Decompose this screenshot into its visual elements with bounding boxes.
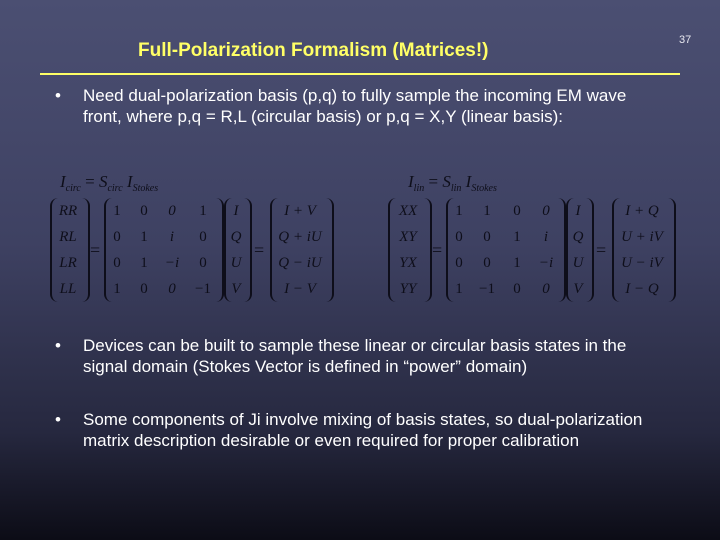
matrix-cell: 1 [513, 255, 521, 271]
bullet-text: Need dual-polarization basis (p,q) to fully sample the incoming EM wave front, where p,q = R,L (circular basis) or p,q = X,Y (linear basis): [83, 86, 627, 126]
matrix-cell: 1 [513, 229, 521, 245]
pol-vector-cell: XY [399, 229, 417, 245]
matrix-cell: 1 [113, 203, 121, 219]
matrix-cell: 0 [513, 203, 521, 219]
stokes-cell: I [575, 203, 581, 219]
matrix-cell: 0 [542, 281, 550, 297]
pol-vector-cell: XX [398, 203, 418, 219]
eq-sign: = [432, 240, 443, 260]
matrix-cell: 0 [168, 281, 176, 297]
slide-number: 37 [679, 34, 692, 46]
pol-vector-cell: YY [399, 281, 417, 297]
title-rule [40, 73, 680, 75]
equation-label: $I_{lin} = S_{lin}$ $I_{Stokes}$ [408, 172, 497, 194]
matrix-cell: 0 [455, 255, 463, 271]
matrix-cell: −1 [195, 281, 211, 297]
bullet-text: Devices can be built to sample these linear or circular basis states in the signal domain (Stokes Vector is defined in “power” domain) [83, 336, 627, 376]
matrix-cell: 0 [199, 229, 207, 245]
bullet-marker: • [55, 410, 61, 429]
result-cell: U − iV [621, 255, 663, 271]
matrix-cell: 0 [199, 255, 207, 271]
matrix-cell: 0 [542, 203, 550, 219]
matrix-cell: 0 [513, 281, 521, 297]
matrix-cell: 0 [140, 203, 148, 219]
result-cell: Q + iU [278, 229, 322, 245]
matrix-cell: −i [164, 255, 180, 271]
eq-sign: = [254, 240, 265, 260]
stokes-cell: I [233, 203, 239, 219]
stokes-cell: Q [230, 229, 242, 245]
matrix-cell: 1 [199, 203, 207, 219]
stokes-cell: U [230, 255, 242, 271]
stokes-cell: V [231, 281, 241, 297]
matrix-cell: 0 [455, 229, 463, 245]
eq-sign: = [90, 240, 101, 260]
matrix-cell: −1 [479, 281, 495, 297]
matrix-cell: 0 [113, 229, 121, 245]
stokes-cell: V [573, 281, 583, 297]
matrix-cell: 0 [483, 255, 491, 271]
matrix-cell: i [169, 229, 175, 245]
matrix-cell: 1 [483, 203, 491, 219]
bullet-marker: • [55, 86, 61, 105]
pol-vector-cell: YX [399, 255, 417, 271]
pol-vector-cell: LR [59, 255, 77, 271]
result-cell: I + Q [625, 203, 659, 219]
pol-vector-cell: LL [59, 281, 77, 297]
bullet-marker: • [55, 336, 61, 355]
result-cell: I − Q [625, 281, 659, 297]
matrix-cell: 0 [483, 229, 491, 245]
stokes-cell: Q [572, 229, 584, 245]
result-cell: I − V [284, 281, 316, 297]
matrix-cell: 1 [455, 203, 463, 219]
matrix-cell: 1 [113, 281, 121, 297]
matrix-cell: 1 [140, 255, 148, 271]
matrix-cell: 0 [168, 203, 176, 219]
matrix-cell: i [543, 229, 549, 245]
stokes-cell: U [572, 255, 584, 271]
result-cell: I + V [284, 203, 316, 219]
matrix-cell: 0 [113, 255, 121, 271]
eq-sign: = [596, 240, 607, 260]
matrix-cell: 1 [140, 229, 148, 245]
matrix-cell: −i [538, 255, 554, 271]
equation-label: $I_{circ} = S_{circ}$ $I_{Stokes}$ [60, 172, 159, 194]
matrix-cell: 0 [140, 281, 148, 297]
result-cell: Q − iU [278, 255, 322, 271]
matrix-cell: 1 [455, 281, 463, 297]
pol-vector-cell: RR [58, 203, 78, 219]
pol-vector-cell: RL [59, 229, 77, 245]
bullet-text: Some components of Ji involve mixing of basis states, so dual-polarization matrix description desirable or even required for proper calibration [83, 410, 643, 450]
result-cell: U + iV [621, 229, 663, 245]
slide-title: Full-Polarization Formalism (Matrices!) [138, 40, 489, 61]
